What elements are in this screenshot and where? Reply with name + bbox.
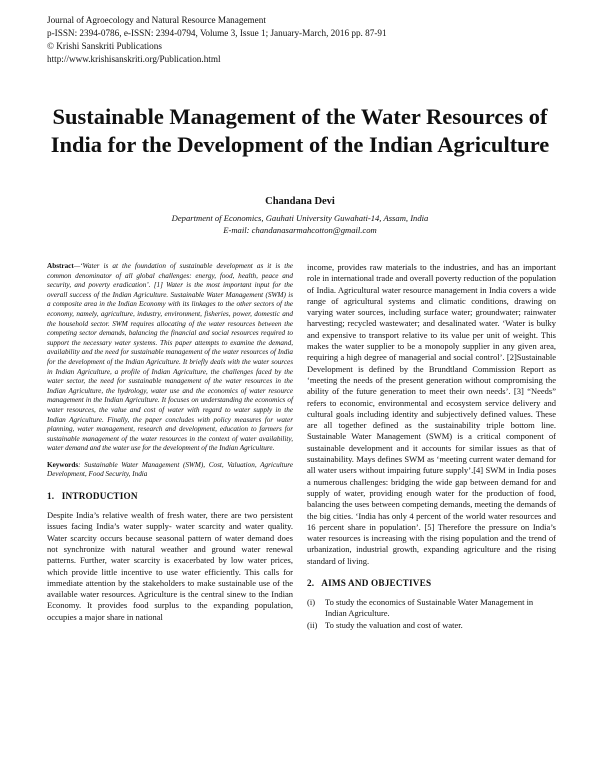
keywords bbox=[47, 461, 293, 480]
list-item-number: (i) bbox=[307, 597, 316, 608]
abstract-label: Abstract bbox=[47, 262, 74, 270]
list-item-number: (ii) bbox=[307, 619, 318, 630]
list-item bbox=[307, 620, 556, 631]
keywords-label: Keywords bbox=[47, 460, 79, 469]
author-name: Chandana Devi bbox=[265, 196, 335, 207]
abstract-text: —‘Water is at the foundation of sustainable development as it is the common denominator of all global challenges: energy, food, health, peace and security, and poverty eradication’. [1] Water is the most important input for the overall success of the Indian Agriculture. Sustainable Water Management (SWM) is a composite area in the Indian Economy with its linkages to the other sectors of the economy, namely, agriculture, industry, environment, fisheries, power, domestic and the household sector. SWM requires allocating of the water resources between the competing sector demands, balancing the financial and social resources required to support the necessary water systems. This paper attempts to examine the demand, availability and the need for sustainable management of the water resources of India for the development of the Indian Agriculture. It briefly deals with the water sources in Indian Agriculture, a profile of Indian Agriculture, the challenges faced by the water sector, the need for sustainable management of the water resources in the Indian Agriculture, the hydrology, water use and the economics of water resource management in the Indian Agriculture. It focuses on understanding the economics of water resources, the value and cost of water with regard to water supply in the Indian Agriculture. Finally, the paper concludes with policy measures for water planning, water management, research and development, education to farmers for sustainable management of the water resources in the context of water availability, water demand and the water use for the development of the Indian Agriculture. bbox=[47, 262, 293, 453]
author-affiliation-block bbox=[40, 212, 560, 236]
right-column bbox=[307, 262, 556, 631]
section-heading-introduction: 1. INTRODUCTION bbox=[47, 491, 138, 502]
list-item-text: To study the economics of Sustainable Water Management in Indian Agriculture. bbox=[325, 597, 534, 619]
journal-publisher: © Krishi Sanskriti Publications bbox=[47, 41, 162, 51]
paper-title: Sustainable Management of the Water Resources of India for the Development of the Indian Agriculture bbox=[50, 104, 550, 157]
author-affiliation: Department of Economics, Gauhati University Guwahati-14, Assam, India bbox=[171, 213, 429, 223]
journal-url[interactable]: http://www.krishisanskriti.org/Publication.html bbox=[47, 54, 221, 64]
section-heading-aims: 2. AIMS AND OBJECTIVES bbox=[307, 578, 432, 589]
introduction-text: Despite India’s relative wealth of fresh water, there are two persistent issues facing India’s water supply- water scarcity and water quality. Water scarcity occurs because seasonal pattern of water demand does not synchronize with natural weather and ground water renewal patterns. Further, water scarcity is exacerbated by low water prices, which provide little incentive to use water efficiently. This calls for immediate attention by the stakeholders to make sustainable use of the available water resources. Agriculture is the central sinew to the Indian Economy. It provides food surplus to the expanding population, occupies a major share in national bbox=[47, 510, 293, 622]
introduction-continued-text: income, provides raw materials to the industries, and has an important role in international trade and overall poverty reduction of the population of India. Agricultural water resource management in India covers a wide range of agricultural systems and climatic conditions, drawing on varying water sources, including surface water; groundwater; rainwater harvesting; recycled wastewater; and desalinated water. ‘Water is bulky and expensive to transport relative to its value per unit of weight. This makes the water supplier to be a monopoly supplier in any given area, requiring a high degree of managerial and social control’. [2]Sustainable Development is defined by the Brundtland Commission Report as ‘meeting the needs of the present generation without compromising the ability of the future generation to meet their own needs’. [3] “Needs” refers to economic, environmental and ecosystem service delivery and cultural goals including identity and subjectively defined values. These are all together defined as the sustainability triple bottom line. Sustainable Water Management (SWM) is a critical component of sustainable development and it accounts for similar issues as that of sustainability. Mays defines SWM as ‘meeting current water demand for all water users without impairing future supply’.[4] SWM in India poses a numerous challenges: bridging the wide gap between demand for and supply of water, providing enough water for the production of food, balancing the uses between competing demands, meeting the demands of the big cities. ‘India has only 4 percent of the world water resources and 16 percent share in population’. [5] Therefore the pressure on India’s water resources is increasing with the rising population and the trend of urbanization, industrial growth, expanding agriculture and the rising standard of living. bbox=[307, 262, 556, 566]
journal-issn: p-ISSN: 2394-0786, e-ISSN: 2394-0794, Volume 3, Issue 1; January-March, 2016 pp. 87-91 bbox=[47, 28, 387, 38]
abstract bbox=[47, 262, 293, 454]
journal-name: Journal of Agroecology and Natural Resource Management bbox=[47, 15, 266, 25]
left-column bbox=[47, 262, 293, 623]
author-email[interactable]: E-mail: chandanasarmahcotton@gmail.com bbox=[223, 225, 377, 235]
list-item bbox=[307, 597, 556, 620]
objectives-list bbox=[307, 597, 556, 631]
list-item-text: To study the valuation and cost of water. bbox=[325, 619, 463, 630]
keywords-text: : Sustainable Water Management (SWM), Cost, Valuation, Agriculture Development, Food Security, India bbox=[47, 460, 293, 479]
journal-header bbox=[47, 14, 567, 66]
